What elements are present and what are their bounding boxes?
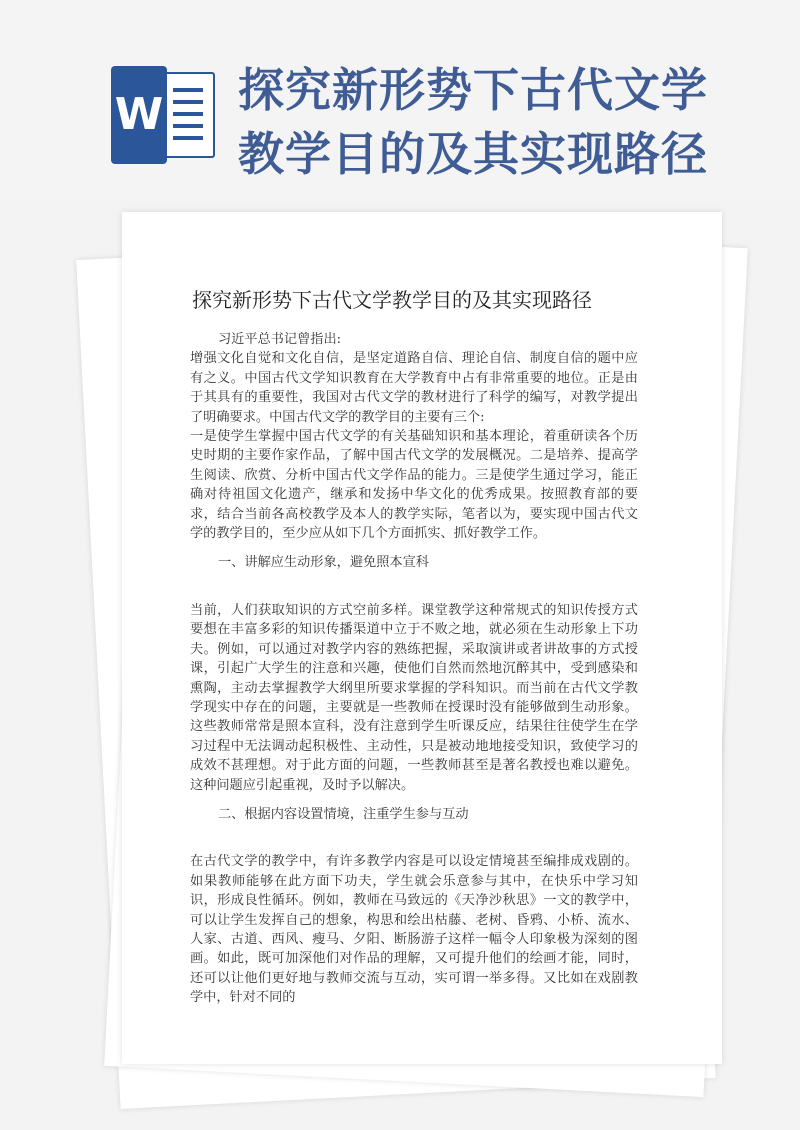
document-title: 探究新形势下古代文学教学目的及其实现路径 xyxy=(192,288,592,312)
header-banner xyxy=(0,0,800,200)
paragraph-intro: 习近平总书记曾指出: xyxy=(218,332,342,347)
banner-title xyxy=(238,58,798,186)
text-line-icon xyxy=(173,112,203,116)
section-heading: 一、讲解应生动形象，避免照本宣科 xyxy=(218,555,429,571)
section-heading: 二、根据内容设置情境，注重学生参与互动 xyxy=(218,806,469,822)
text-line-icon xyxy=(173,100,203,104)
text-line-icon xyxy=(173,88,203,92)
document-body xyxy=(190,330,638,1008)
banner-title-line1: 探究新形势下古代文学 xyxy=(238,63,708,117)
text-line-icon xyxy=(173,136,203,140)
word-document-icon xyxy=(111,66,217,166)
paragraph: 一是使学生掌握中国古代文学的有关基础知识和基本理论，着重研读各个历史时期的主要作家作品，了解中国古代文学的发展概况。二是培养、提高学生阅读、欣赏、分析中国古代文学作品的能力。三是使学生通过学习，能正确对待祖国文化遗产，继承和发扬中华文化的优秀成果。按照教育部的要求，结合当前各高校教学及本人的教学实际，笔者以为，要实现中国古代文学的教学目的，至少应从如下几个方面抓实、抓好教学工作。 xyxy=(190,429,638,542)
word-logo-letter: W xyxy=(111,66,167,164)
paragraph: 当前，人们获取知识的方式空前多样。课堂教学这种常规式的知识传授方式要想在丰富多彩的知识传播渠道中立于不败之地，就必须在生动形象上下功夫。例如，可以通过对教学内容的熟练把握，采取演讲或者讲故事的方式授课，引起广大学生的注意和兴趣，使他们自然而然地沉醉其中，受到感染和熏陶，主动去掌握教学大纲里所要求掌握的学科知识。而当前在古代文学教学现实中存在的问题，主要就是一些教师在授课时没有能够做到生动形象。这些教师常常是照本宣科，没有注意到学生听课反应，结果往往使学生在学习过程中无法调动起积极性、主动性，只是被动地地接受知识，致使学习的成效不甚理想。对于此方面的问题，一些教师甚至是著名教授也难以避免。这种问题应引起重视，及时予以解决。 xyxy=(190,602,638,793)
banner-title-line2: 教学目的及其实现路径 xyxy=(238,127,708,181)
paragraph: 在古代文学的教学中，有许多教学内容是可以设定情境甚至编排成戏剧的。如果教师能够在此方面下功夫，学生就会乐意参与其中，在快乐中学习知识，形成良性循环。例如，教师在马致远的《天净沙秋思》一文的教学中，可以让学生发挥自己的想象，构思和绘出枯藤、老树、昏鸦、小桥、流水、人家、古道、西风、瘦马、夕阳、断肠游子这样一幅令人印象极为深刻的图画。如此，既可加深他们对作品的理解，又可提升他们的绘画才能，同时，还可以让他们更好地与教师交流与互动，实可谓一举多得。又比如在戏剧教学中，针对不同的 xyxy=(190,854,638,1006)
text-line-icon xyxy=(173,124,203,128)
paragraph: 增强文化自觉和文化自信，是坚定道路自信、理论自信、制度自信的题中应有之义。中国古代文学知识教育在大学教育中占有非常重要的地位。正是由于其具有的重要性，我国对古代文学的教材进行了科学的编写，对教学提出了明确要求。中国古代文学的教学目的主要有三个: xyxy=(190,351,638,425)
